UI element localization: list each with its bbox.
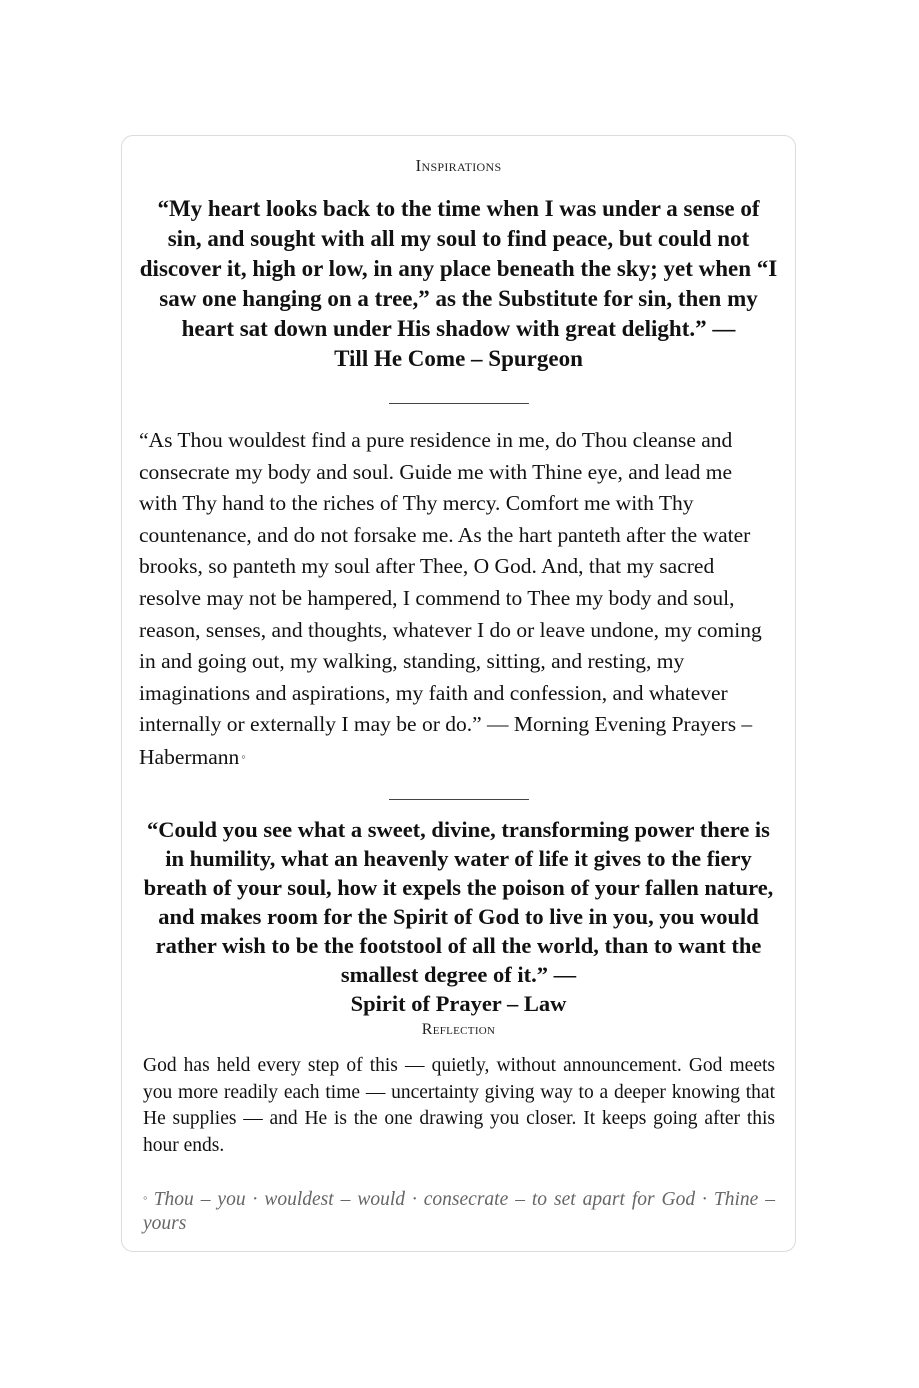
footnote-marker: ◦: [143, 1190, 150, 1205]
footnote-marker: ◦: [241, 748, 246, 764]
section-label-reflection: Reflection: [421, 1021, 496, 1038]
quote-habermann: [139, 425, 775, 774]
glossary-footnote: [143, 1186, 775, 1236]
quote-attribution: Till He Come – Spurgeon: [334, 346, 583, 371]
quote-law: [138, 815, 779, 1018]
devotional-card: [121, 135, 796, 1252]
quote-text: “Could you see what a sweet, divine, transforming power there is in humility, what an heavenly water of life it gives to the fiery breath of your soul, how it expels the poison of your fallen nature, and makes room for the Spirit of God to live in you, you would rather wish to be the footstool of all the world, than to want the smallest degree of it.” —: [143, 817, 774, 987]
reflection-text: God has held every step of this — quietly, without announcement. God meets you more readily each time — uncertainty giving way to a deeper knowing that He supplies — and He is the one drawing you closer. It keeps going after this hour ends.: [143, 1055, 775, 1156]
quote-attribution: Spirit of Prayer – Law: [350, 991, 567, 1016]
divider: [389, 799, 529, 800]
quote-text: “My heart looks back to the time when I was under a sense of sin, and sought with all my soul to find peace, but could not discover it, high or low, in any place beneath the sky; yet when “I saw one hanging on a tree,” as the Substitute for sin, then my heart sat down under His shadow with great delight.” —: [139, 196, 778, 341]
section-label-inspirations: Inspirations: [415, 156, 502, 175]
footnote-text: Thou – you · wouldest – would · consecrate – to set apart for God · Thine – yours: [143, 1189, 775, 1234]
quote-text: “As Thou wouldest find a pure residence in me, do Thou cleanse and consecrate my body and soul. Guide me with Thine eye, and lead me with Thy hand to the riches of Thy mercy. Comfort me with Thy countenance, and do not forsake me. As the hart panteth after the water brooks, so panteth my soul after Thee, O God. And, that my sacred resolve may not be hampered, I commend to Thee my body and soul, reason, senses, and thoughts, whatever I do or leave undone, my coming in and going out, my walking, standing, sitting, and resting, my imaginations and aspirations, my faith and confession, and whatever internally or externally I may be or do.” — Morning Evening Prayers – Habermann: [139, 428, 762, 769]
divider: [389, 403, 529, 404]
quote-spurgeon: [138, 194, 779, 374]
